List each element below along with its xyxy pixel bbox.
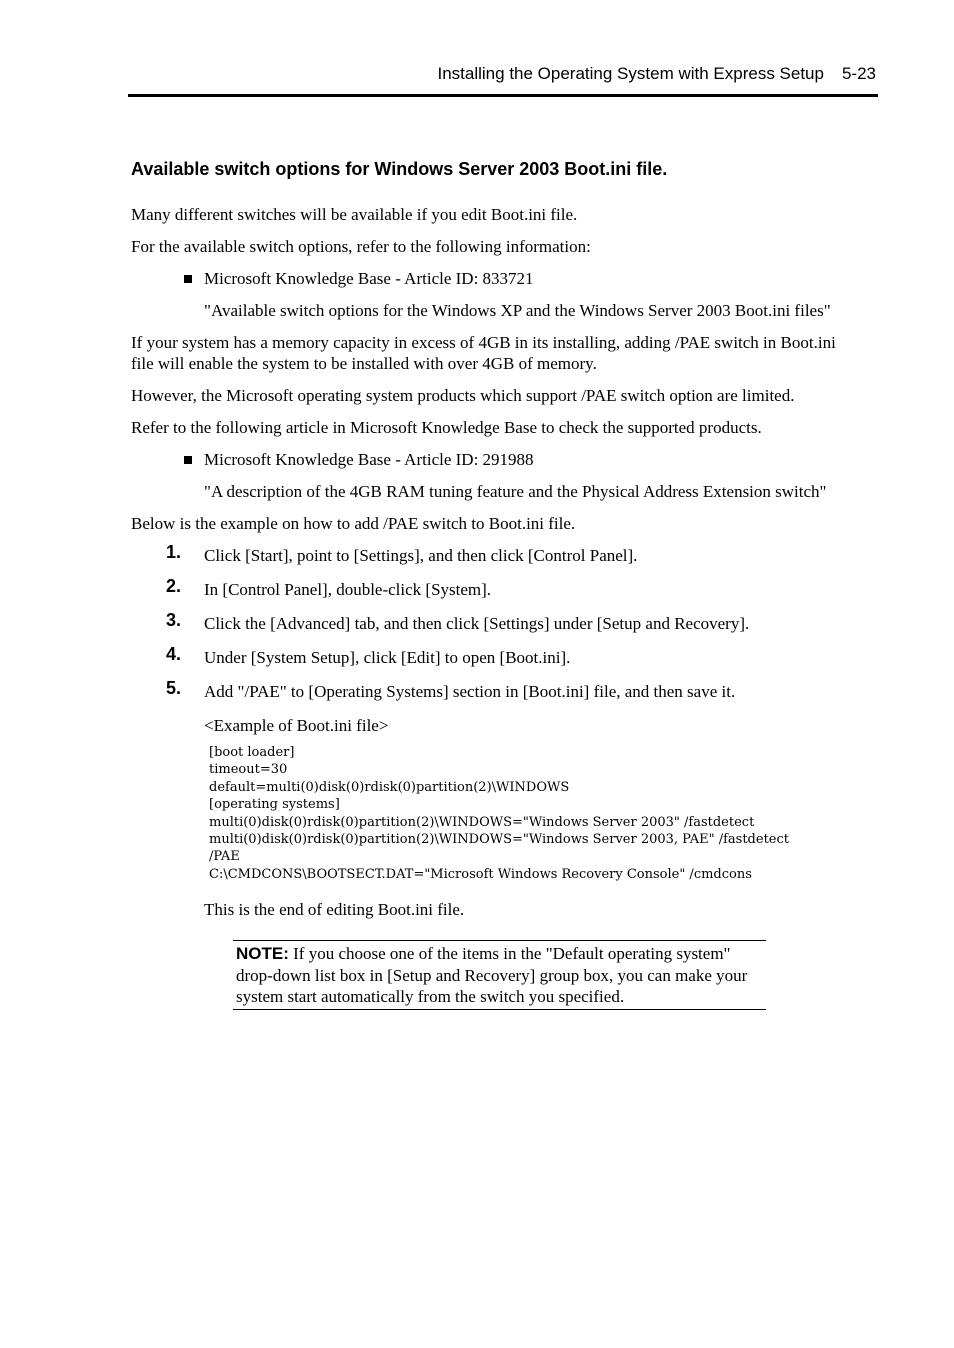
- header-title: Installing the Operating System with Express Setup: [437, 64, 824, 83]
- note-box: [233, 940, 766, 1010]
- paragraph-example-intro: Below is the example on how to add /PAE switch to Boot.ini file.: [131, 514, 576, 533]
- step-text: Add "/PAE" to [Operating Systems] section in [Boot.ini] file, and then save it.: [204, 682, 736, 701]
- code-line: [operating systems]: [209, 797, 340, 813]
- header-rule: [128, 94, 878, 97]
- bullet-description: "Available switch options for the Windows XP and the Windows Server 2003 Boot.ini files": [204, 301, 831, 320]
- code-line: [boot loader]: [209, 745, 295, 760]
- paragraph-intro: Many different switches will be available if you edit Boot.ini file.: [131, 205, 578, 224]
- paragraph-refer: For the available switch options, refer to the following information:: [131, 237, 591, 256]
- example-title: <Example of Boot.ini file>: [204, 716, 389, 735]
- paragraph-limited: However, the Microsoft operating system products which support /PAE switch option are limited.: [131, 386, 795, 405]
- bullet-label: Microsoft Knowledge Base - Article ID: 833721: [204, 269, 534, 288]
- running-header: [438, 64, 877, 84]
- code-line: /PAE: [209, 849, 240, 865]
- step-number: 4.: [166, 644, 182, 664]
- code-block: [209, 744, 861, 883]
- paragraph-memory: If your system has a memory capacity in excess of 4GB in its installing, adding /PAE switch in Boot.ini file will enable the system to be installed with over 4GB of memory.: [131, 333, 836, 373]
- step-text: In [Control Panel], double-click [System].: [204, 580, 492, 599]
- step-text: Click [Start], point to [Settings], and then click [Control Panel].: [204, 546, 638, 565]
- square-bullet-icon: [184, 456, 192, 464]
- page-number: 5-23: [841, 64, 876, 83]
- end-text: This is the end of editing Boot.ini file.: [204, 900, 465, 920]
- steps-list: [131, 542, 861, 702]
- paragraph-check: Refer to the following article in Microsoft Knowledge Base to check the supported products.: [131, 418, 762, 437]
- bullet-description: "A description of the 4GB RAM tuning feature and the Physical Address Extension switch": [204, 482, 827, 501]
- step-item: [131, 610, 861, 634]
- step-number: 3.: [166, 610, 182, 630]
- note-text: If you choose one of the items in the "Default operating system" drop-down list box in [Setup and Recovery] group box, you can make your system start automatically from the switch you specified.: [236, 944, 748, 1006]
- step-number: 1.: [166, 542, 182, 562]
- step-item: [131, 678, 861, 702]
- step-text: Click the [Advanced] tab, and then click [Settings] under [Setup and Recovery].: [204, 614, 750, 633]
- step-number: 5.: [166, 678, 182, 698]
- note-label: NOTE:: [236, 944, 289, 964]
- main-content: [131, 156, 861, 1010]
- step-item: [131, 542, 861, 566]
- step-text: Under [System Setup], click [Edit] to open [Boot.ini].: [204, 648, 571, 667]
- code-line: default=multi(0)disk(0)rdisk(0)partition(2)\WINDOWS: [209, 779, 570, 795]
- step-item: [131, 576, 861, 600]
- step-number: 2.: [166, 576, 182, 596]
- square-bullet-icon: [184, 275, 192, 283]
- code-line: timeout=30: [209, 762, 288, 778]
- bullet-kb-833721: [204, 268, 861, 321]
- code-line: C:\CMDCONS\BOOTSECT.DAT="Microsoft Windows Recovery Console" /cmdcons: [209, 866, 752, 882]
- bullet-kb-291988: [204, 449, 861, 502]
- step-item: [131, 644, 861, 668]
- code-line: multi(0)disk(0)rdisk(0)partition(2)\WINDOWS="Windows Server 2003, PAE" /fastdetect: [209, 832, 789, 848]
- section-heading: Available switch options for Windows Server 2003 Boot.ini file.: [131, 159, 668, 179]
- bullet-label: Microsoft Knowledge Base - Article ID: 291988: [204, 450, 534, 469]
- code-line: multi(0)disk(0)rdisk(0)partition(2)\WINDOWS="Windows Server 2003" /fastdetect: [209, 814, 755, 830]
